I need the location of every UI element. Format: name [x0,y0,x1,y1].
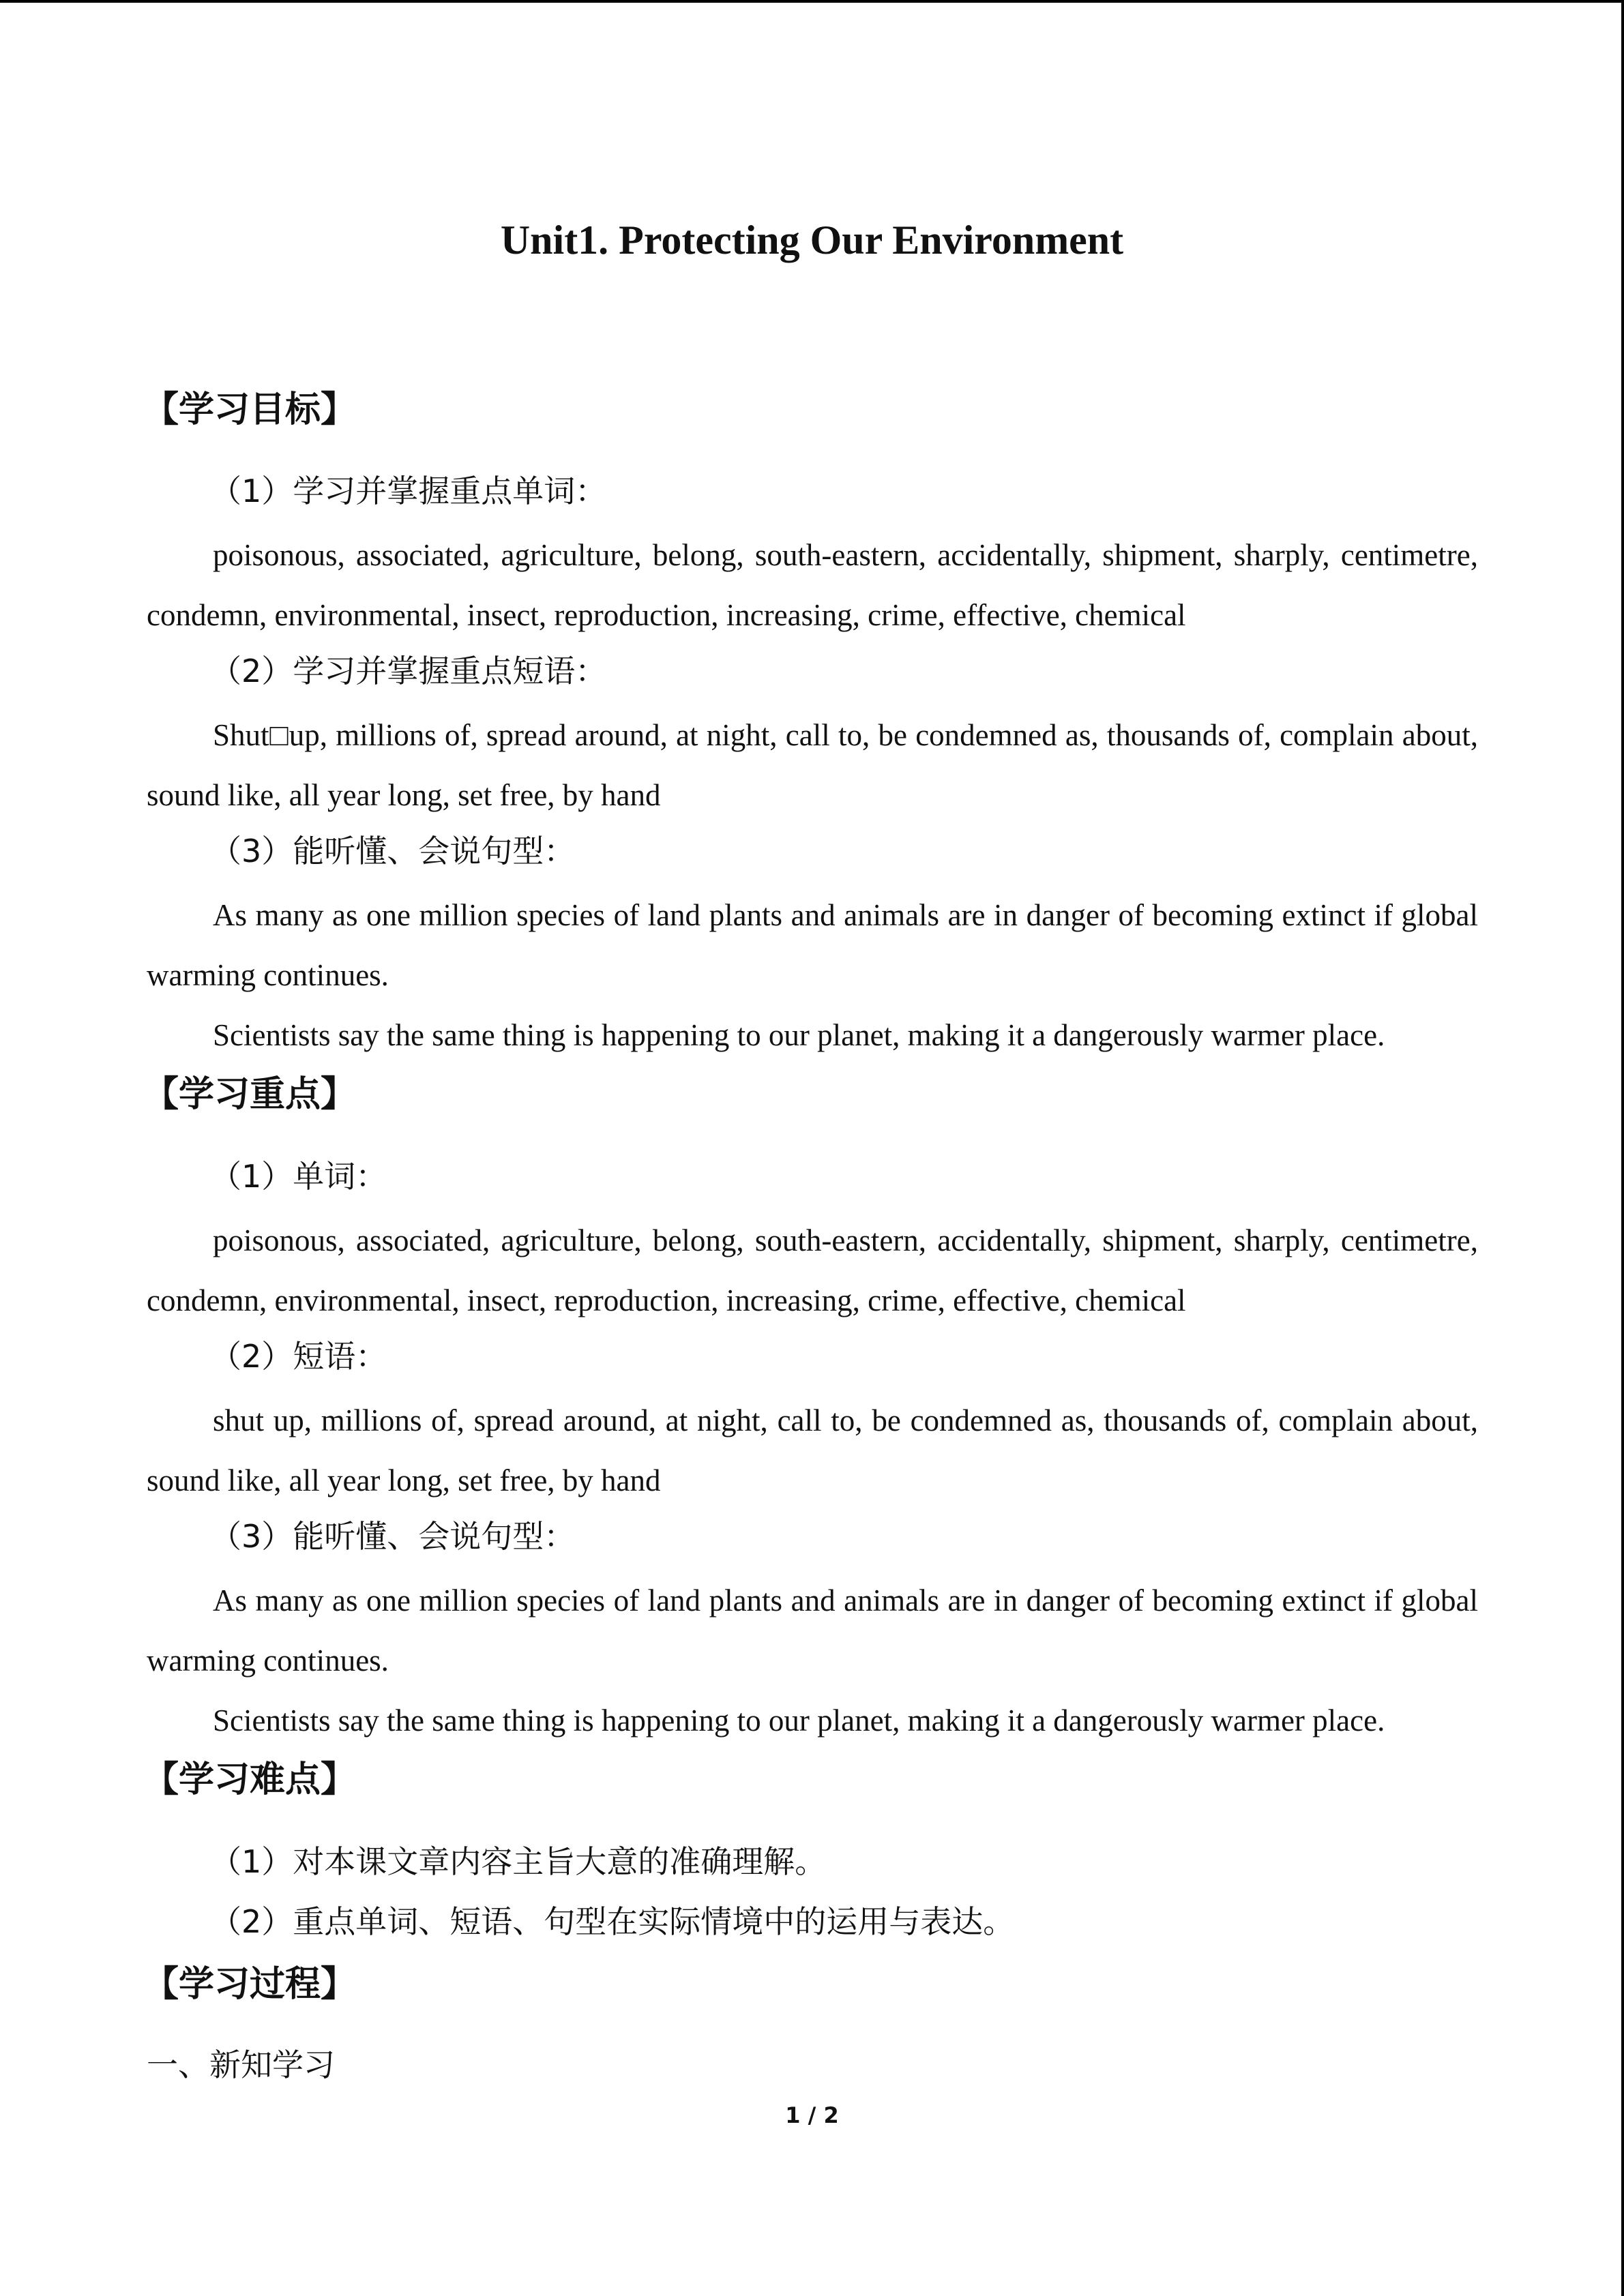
key-points-sentence-1: As many as one million species of land plants and animals are in danger of becoming extinct if global warming continues. [147,1583,1478,1678]
difficulties-item-1: （1）对本课文章内容主旨大意的准确理解。 [210,1843,827,1880]
right-border-line [1621,0,1624,2296]
key-points-sentence-2: Scientists say the same thing is happening to our planet, making it a dangerously warmer place. [213,1703,1385,1738]
key-points-phrase-text: shut up, millions of, spread around, at night, call to, be condemned as, thousands of, complain about, sound like, all year long, set free, by hand [147,1403,1478,1497]
key-points-phrase-label: （2）短语： [210,1338,387,1375]
process-part-1: 一、新知学习 [147,2046,335,2083]
heading-objectives: 【学习目标】 [143,389,357,430]
objectives-sentence-1: As many as one million species of land plants and animals are in danger of becoming extinct if global warming continues. [147,898,1478,992]
top-border-line [0,0,1624,3]
heading-key-points: 【学习重点】 [143,1074,357,1115]
objectives-vocab-text: poisonous, associated, agriculture, belong, south-eastern, accidentally, shipment, sharply, centimetre, condemn, environmental, insect, reproduction, increasing, crime, effective, chemical [147,538,1478,632]
key-points-vocab-label: （1）单词： [210,1158,387,1195]
objectives-sentence-label: （3）能听懂、会说句型： [210,833,576,869]
key-points-vocab-text: poisonous, associated, agriculture, belong, south-eastern, accidentally, shipment, sharply, centimetre, condemn, environmental, insect, reproduction, increasing, crime, effective, chemical [147,1223,1478,1317]
key-points-sentence-label: （3）能听懂、会说句型： [210,1518,576,1555]
objectives-phrase-text: Shut□up, millions of, spread around, at night, call to, be condemned as, thousands of, complain about, sound like, all year long, set free, by hand [147,718,1478,812]
heading-process: 【学习过程】 [143,1964,357,2005]
difficulties-item-2: （2）重点单词、短语、句型在实际情境中的运用与表达。 [210,1903,1015,1940]
page-number: 1 / 2 [785,2102,839,2128]
objectives-sentence-2: Scientists say the same thing is happening to our planet, making it a dangerously warmer place. [213,1018,1385,1052]
objectives-vocab-label: （1）学习并掌握重点单词： [210,473,607,509]
heading-difficulties: 【学习难点】 [143,1759,357,1800]
objectives-phrase-label: （2）学习并掌握重点短语： [210,653,607,689]
document-title: Unit1. Protecting Our Environment [500,218,1124,263]
